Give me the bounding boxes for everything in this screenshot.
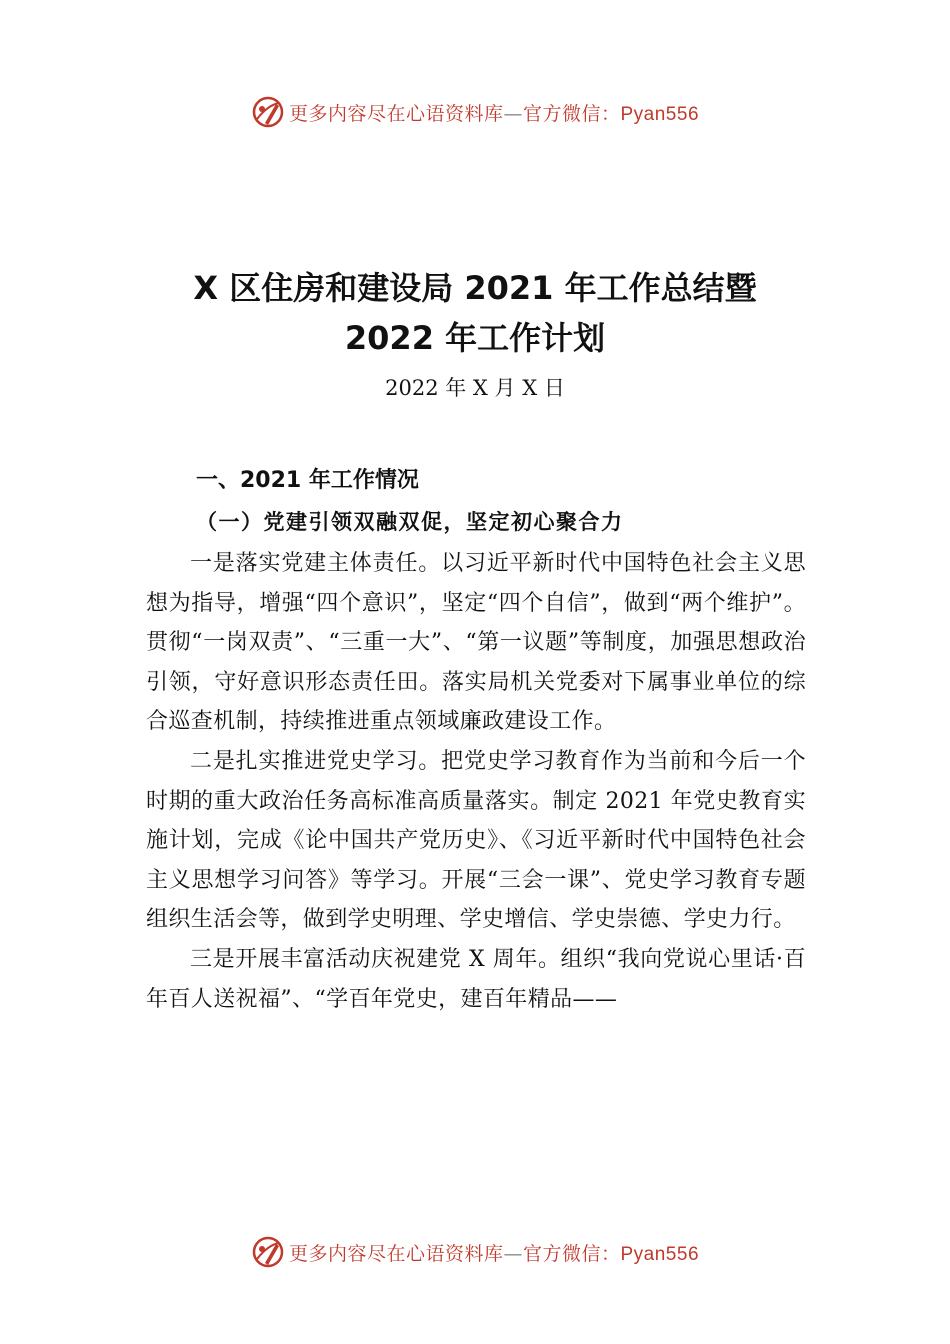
document-body [146,544,806,1019]
document-date: 2022 年 X 月 X 日 [385,376,565,400]
watermark-text [289,1239,699,1266]
watermark-separator: — [503,102,523,125]
document-title-line2: 2022 年工作计划 [344,319,606,357]
pen-logo-icon [251,95,285,129]
watermark-wechat-id: Pyan556 [620,1243,700,1265]
watermark-label: 官方微信： [522,1242,621,1265]
pen-logo-icon [251,1235,285,1269]
watermark-slogan: 更多内容尽在心语资料库 [288,1242,504,1265]
subsection-heading: （一）党建引领双融双促，坚定初心聚合力 [196,510,624,534]
watermark-text [289,99,699,126]
document-title-line1: X 区住房和建设局 2021 年工作总结暨 [193,269,757,307]
paragraph-2: 二是扎实推进党史学习。把党史学习教育作为当前和今后一个时期的重大政治任务高标准高质量落实。制定 2021 年党史教育实施计划，完成《论中国共产党历史》、《习近平新时代中国特色社会主义思想学习问答》等学习。开展“三会一课”、党史学习教育专题组织生活会等，做到学史明理、学史增信、学史崇德、学史力行。 [146,748,806,933]
section-heading: 一、2021 年工作情况 [196,468,419,493]
watermark-slogan: 更多内容尽在心语资料库 [288,102,504,125]
header-watermark [0,92,950,132]
footer-watermark [0,1232,950,1272]
watermark-label: 官方微信： [522,102,621,125]
paragraph-1: 一是落实党建主体责任。以习近平新时代中国特色社会主义思想为指导，增强“四个意识”，坚定“四个自信”，做到“两个维护”。贯彻“一岗双责”、“三重一大”、“第一议题”等制度，加强思想政治引领，守好意识形态责任田。落实局机关党委对下属事业单位的综合巡查机制，持续推进重点领域廉政建设工作。 [146,551,806,735]
paragraph-3: 三是开展丰富活动庆祝建党 X 周年。组织“我向党说心里话·百年百人送祝福”、“学百年党史，建百年精品—— [146,946,806,1012]
watermark-separator: — [503,1242,523,1265]
watermark-wechat-id: Pyan556 [620,103,700,125]
